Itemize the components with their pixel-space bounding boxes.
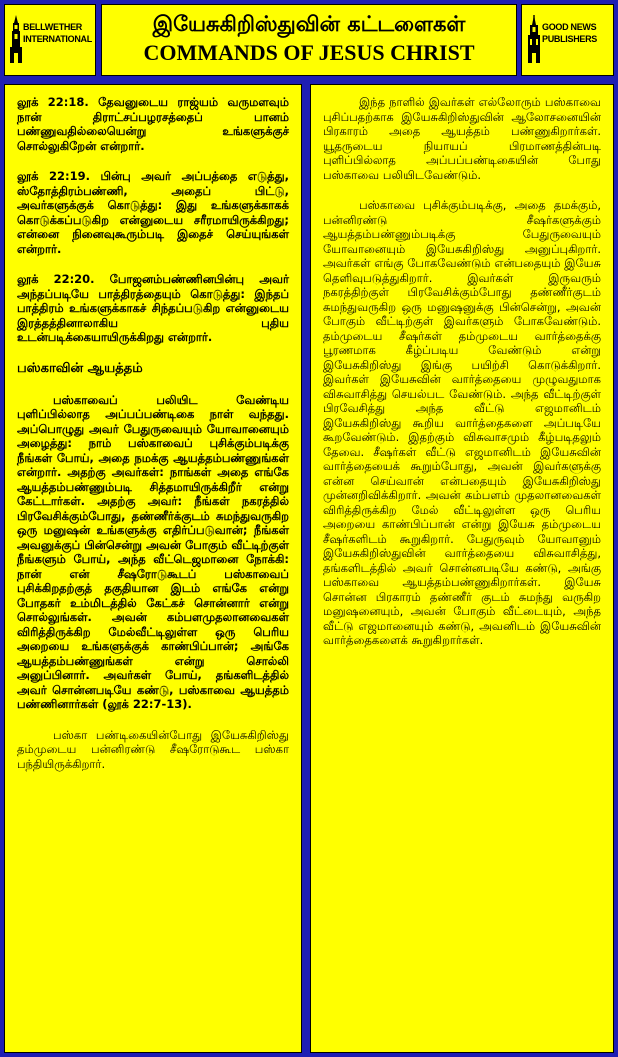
bellwether-logo-line1: BELLWETHER: [23, 22, 82, 32]
bellwether-logo-text: [23, 21, 92, 45]
title-english: COMMANDS OF JESUS CHRIST: [143, 40, 475, 65]
commentary-paragraph: பஸ்கா பண்டிகையின்போது இயேசுகிறிஸ்து தம்முடைய பன்னிரண்டு சீஷரோடுகூட பஸ்கா பந்தியிருக்கிறார்.: [17, 727, 289, 771]
good-news-logo-line1: GOOD NEWS: [542, 22, 597, 32]
bell-tower-icon: [9, 15, 23, 63]
title-tamil: இயேசுகிறிஸ்துவின் கட்டளைகள்: [152, 12, 466, 36]
church-tower-icon: [526, 15, 542, 63]
title-banner: [101, 4, 517, 76]
bellwether-logo: [4, 4, 96, 76]
passage-luke-22-7-13: பஸ்காவைப் பலியிட வேண்டிய புளிப்பில்லாத அப்பப்பண்டிகை நாள் வந்தது. அப்பொழுது அவர் பேதுருவையும் யோவானையும் அழைத்து: நாம் பஸ்காவைப் புசிக்கும்படிக்கு நீங்கள் போய், அதை நமக்கு ஆயத்தம்பண்ணுங்கள் என்றார். அதற்கு அவர்கள்: நாங்கள் அதை எங்கே ஆயத்தம்பண்ணும்படி சித்தமாயிருக்கிறீர் என்று கேட்டார்கள். அதற்கு அவர்: நீங்கள் நகரத்தில் பிரவேசிக்கும்போது, தண்ணீர்க்குடம் சுமந்துவருகிற ஒரு மனுஷன் உங்களுக்கு எதிர்ப்படுவான்; நீங்கள் அவனுக்குப் பின்சென்று அவன் போகும் வீட்டிற்குள் நீங்களும் போய், அந்த வீட்டெஜமானை நோக்கி: நான் என் சீஷரோடுகூடப் பஸ்காவைப் புசிக்கிறதற்குத் தகுதியான இடம் எங்கே என்று போதகர் உம்மிடத்தில் கேட்கச் சொன்னார் என்று சொல்லுங்கள். அவன் கம்பளமுதலானவைகள் விரித்திருக்கிற மேல்வீட்டிலுள்ள ஒரு பெரிய அறையை உங்களுக்குக் காண்பிப்பான்; அங்கே ஆயத்தம்பண்ணுங்கள் என்று சொல்லி அனுப்பினார். அவர்கள் போய், தங்களிடத்தில் அவர் சொன்னபடியே கண்டு, பஸ்காவை ஆயத்தம் பண்ணினார்கள் (லூக் 22:7-13).: [17, 392, 289, 711]
good-news-logo-text: [542, 21, 597, 45]
left-column: [4, 84, 302, 1053]
section-heading: பஸ்காவின் ஆயத்தம்: [17, 360, 143, 376]
good-news-logo-line2: PUBLISHERS: [542, 34, 598, 44]
verse-luke-22-20: லூக் 22:20. போஜனம்பண்ணினபின்பு அவர் அந்தப்படியே பாத்திரத்தையும் கொடுத்து: இந்தப் பாத்திரம் உங்களுக்காகச் சிந்தப்படுகிற என்னுடைய இரத்தத்தினாலாகிய புதிய உடன்படிக்கையாயிருக்கிறது என்றார்.: [17, 272, 289, 344]
commentary-paragraph: இந்த நாளில் இவர்கள் எல்லோரும் பஸ்காவை புசிப்பதற்காக இயேசுகிறிஸ்துவின் ஆலோசனையின் பிரகாரம் அதை ஆயத்தம் பண்ணுகிறார்கள். யூதருடைய நியாயப் பிரமாணத்தின்படி புளிப்பில்லாத அப்பப்பண்டிகையின் போது பஸ்காவை பலியிடவேண்டும்.: [323, 95, 601, 182]
commentary-paragraph: பஸ்காவை புசிக்கும்படிக்கு, அதை தமக்கும், பன்னிரண்டு சீஷர்களுக்கும் ஆயத்தம்பண்ணும்படிக்கு பேதுருவையும் யோவானையும் இயேசுகிறிஸ்து அனுப்புகிறார். அவர்கள் எங்கு போகவேண்டும் என்பதையும் இயேசு தெளிவுபடுத்துகிறார். இவர்கள் இருவரும் நகரத்திற்குள் பிரவேசிக்கும்போது தண்ணீர்குடம் சுமந்துவருகிற ஒரு மனுஷனுக்கு பின்சென்று, அவன் போகும் வீட்டிற்குள் இவர்களும் போகவேண்டும். தம்முடைய சீஷர்கள் தம்முடைய வார்த்தைக்கு பூரணமாக கீழ்ப்படிய வேண்டும் என்று இயேசுகிறிஸ்து இங்கு பயிற்சி கொடுக்கிறார். இவர்கள் இயேசுவின் வார்த்தையை முழுவதுமாக விசுவாசித்து செயல்பட வேண்டும். அந்த வீட்டிற்குள் பிரவேசித்து அந்த வீட்டு எஜமானிடம் இயேசுகிறிஸ்து கூறிய வார்த்தைகளை அப்படியே கூறவேண்டும். இதற்கும் விசுவாசமும் கீழ்படிதலும் தேவை. சீஷர்கள் வீட்டு எஜமானிடம் இயேசுவின் வார்த்தையைக் கூறும்போது, அவன் இவர்களுக்கு என்ன செய்வான் என்பதையும் இயேசுகிறிஸ்து முன்னறிவிக்கிறார். அவன் கம்பளம் முதலானவைகள் விரித்திருக்கிற மேல் வீட்டிலுள்ள ஒரு பெரிய அறையை காண்பிப்பான் என்று இயேசு தம்முடைய சீஷர்களிடம் கூறுகிறார். பேதுருவும் யோவானும் இயேசுகிறிஸ்துவின் வார்த்தையை விசுவாசித்து, தங்களிடத்தில் அவர் சொன்னபடியே கண்டு, அங்கு பஸ்காவை ஆயத்தம்பண்ணுகிறார்கள். இயேசு சொன்ன பிரகாரம் தண்ணீர் குடம் சுமந்து வருகிற மனுஷனையும், அவன் போகும் வீட்டையும், அந்த வீட்டு எஜமானையும் கண்டு, அவனிடம் இயேசுவின் வார்த்தைகளைக் கூறுகிறார்கள்.: [323, 198, 601, 647]
verse-luke-22-19: லூக் 22:19. பின்பு அவர் அப்பத்தை எடுத்து, ஸ்தோத்திரம்பண்ணி, அதைப் பிட்டு, அவர்களுக்குக் கொடுத்து: இது உங்களுக்காகக் கொடுக்கப்படுகிற என்னுடைய சரீரமாயிருக்கிறது; என்னை நினைவுகூரும்படி இதைச் செய்யுங்கள் என்றார்.: [17, 169, 289, 256]
right-column: [310, 84, 614, 1053]
good-news-logo: [521, 4, 614, 76]
page-header: [0, 0, 618, 80]
bellwether-logo-line2: INTERNATIONAL: [23, 34, 92, 44]
verse-luke-22-18: லூக் 22:18. தேவனுடைய ராஜ்யம் வருமளவும் நான் திராட்சப்பழரசத்தைப் பானம் பண்ணுவதில்லையென்று உங்களுக்குச் சொல்லுகிறேன் என்றார்.: [17, 95, 289, 153]
